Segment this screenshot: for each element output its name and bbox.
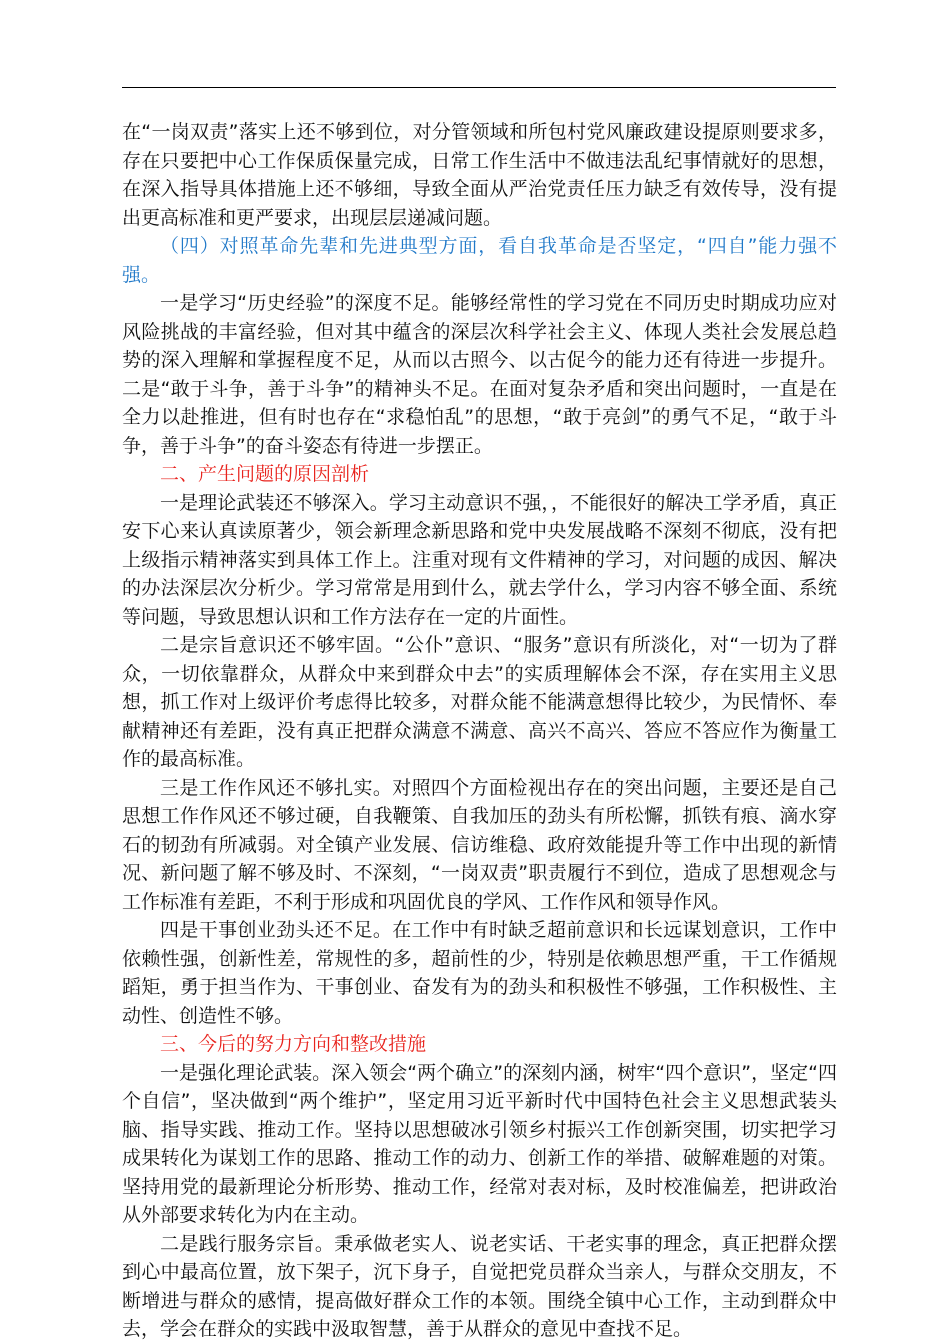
paragraph-purpose: 二是宗旨意识还不够牢固。“公仆”意识、“服务”意识有所淡化，对“一切为了群众，一切依靠群众，从群众中来到群众中去”的实质理解体会不深，存在实用主义思想，抓工作对上级评价考虑得比较多，对群众能不能满意想得比较少，为民情怀、奉献精神还有差距，没有真正把群众满意不满意、高兴不高兴、答应不答应作为衡量工作的最高标准。 — [122, 634, 837, 770]
paragraph-serve-people: 二是践行服务宗旨。秉承做老实人、说老实话、干老实事的理念，真正把群众摆到心中最高位置，放下架子，沉下身子，自觉把党员群众当亲人，与群众交朋友，不断增进与群众的感情，提高做好群众工作的本领。围绕全镇中心工作，主动到群众中去，学会在群众的实践中汲取智慧，善于从群众的意见中查找不足。 — [122, 1232, 837, 1340]
section-heading-four: （四）对照革命先辈和先进典型方面，看自我革命是否坚定，“四自”能力强不强。 — [122, 235, 837, 286]
paragraph-history-experience: 一是学习“历史经验”的深度不足。能够经常性的学习党在不同历史时期成功应对风险挑战的丰富经验，但对其中蕴含的深层次科学社会主义、体现人类社会发展总趋势的深入理解和掌握程度不足，从而以古照今、以古促今的能力还有待进一步提升。二是“敢于斗争，善于斗争”的精神头不足。在面对复杂矛盾和突出问题时，一直是在全力以赴推进，但有时也存在“求稳怕乱”的思想，“敢于亮剑”的勇气不足，“敢于斗争，善于斗争”的奋斗姿态有待进一步摆正。 — [122, 292, 837, 457]
paragraph-strengthen-theory: 一是强化理论武装。深入领会“两个确立”的深刻内涵，树牢“四个意识”，坚定“四个自信”，坚决做到“两个维护”，坚定用习近平新时代中国特色社会主义思想武装头脑、指导实践、推动工作。坚持以思想破冰引领乡村振兴工作创新突围，切实把学习成果转化为谋划工作的思路、推动工作的动力、创新工作的举措、破解难题的对策。坚持用党的最新理论分析形势、推动工作，经常对表对标，及时校准偏差，把讲政治从外部要求转化为内在主动。 — [122, 1061, 837, 1226]
paragraph-theory: 一是理论武装还不够深入。学习主动意识不强，，不能很好的解决工学矛盾，真正安下心来认真读原著少，领会新理念新思路和党中央发展战略不深刻不彻底，没有把上级指示精神落实到具体工作上。注重对现有文件精神的学习，对问题的成因、解决的办法深层次分析少。学习常常是用到什么，就去学什么，学习内容不够全面、系统等问题，导致思想认识和工作方法存在一定的片面性。 — [122, 491, 837, 628]
document-body — [122, 118, 837, 1344]
header-rule — [122, 87, 836, 88]
paragraph-drive: 四是干事创业劲头还不足。在工作中有时缺乏超前意识和长远谋划意识，工作中依赖性强，创新性差，常规性的多，超前性的少，特别是依赖思想严重，干工作循规蹈矩，勇于担当作为、干事创业、奋发有为的劲头和积极性不够强，工作积极性、主动性、创造性不够。 — [122, 919, 837, 1027]
section-heading-measures: 三、今后的努力方向和整改措施 — [160, 1033, 427, 1055]
paragraph-continuation: 在“一岗双责”落实上还不够到位，对分管领域和所包村党风廉政建设提原则要求多，存在只要把中心工作保质保量完成，日常工作生活中不做违法乱纪事情就好的思想，在深入指导具体措施上还不够细，导致全面从严治党责任压力缺乏有效传导，没有提出更高标准和更严要求，出现层层递减问题。 — [122, 121, 837, 229]
paragraph-work-style: 三是工作作风还不够扎实。对照四个方面检视出存在的突出问题，主要还是自己思想工作作风还不够过硬，自我鞭策、自我加压的劲头有所松懈，抓铁有痕、滴水穿石的韧劲有所减弱。对全镇产业发展、信访维稳、政府效能提升等工作中出现的新情况、新问题了解不够及时、不深刻，“一岗双责”职责履行不到位，造成了思想观念与工作标准有差距，不利于形成和巩固优良的学风、工作作风和领导作风。 — [122, 776, 837, 913]
section-heading-causes: 二、产生问题的原因剖析 — [160, 463, 370, 485]
